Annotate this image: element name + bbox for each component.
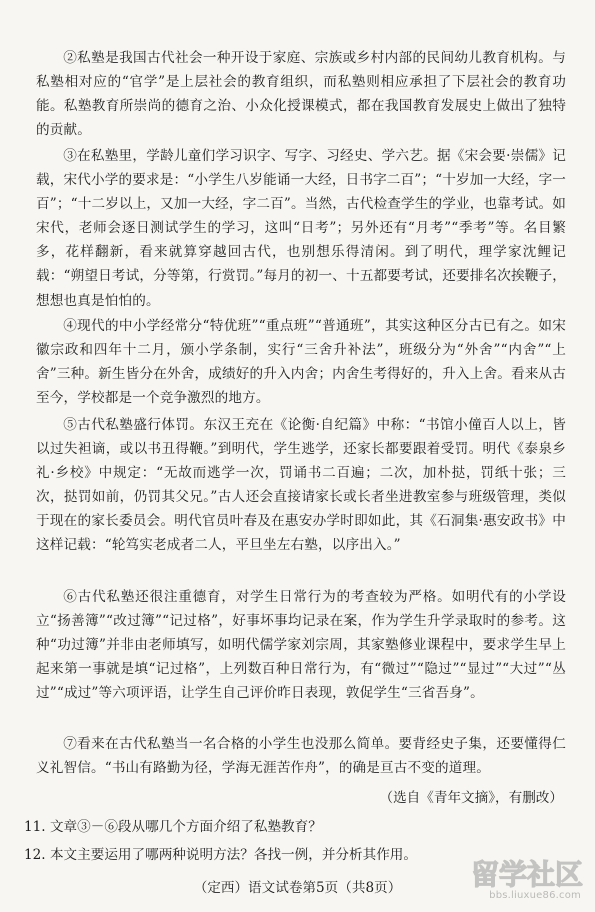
paragraph-6: ⑥古代私塾还很注重德育，对学生日常行为的考查较为严格。如明代有的小学设立“扬善簿”“改过簿”“记过格”，好事坏事均记录在案，作为学生升学录取时的参考。这种“功过簿”并非由老师填写，如明代儒学家刘宗周，其家塾修业课程中，要求学生早上起来第一事就是填“记过格”，上列数百种日常行为，有“微过”“隐过”“显过”“大过”“丛过”“成过”等六项评语，让学生自己评价昨日表现，敦促学生“三省吾身”。 <box>36 589 566 702</box>
watermark-url: bbs.liuxue86.com <box>489 890 581 901</box>
watermark-logo-text: 留学社区 <box>470 858 583 890</box>
paragraph-7: ⑦看来在古代私塾当一名合格的小学生也没那么简单。要背经史子集，还要懂得仁义礼智信。“书山有路勤为径，学海无涯苦作舟”，的确是亘古不变的道理。 <box>36 736 566 777</box>
paragraph-2: ②私塾是我国古代社会一种开设于家庭、宗族或乡村内部的民间幼儿教育机构。与私塾相对应的“官学”是上层社会的教育组织，而私塾则相应承担了下层社会的教育功能。私塾教育所崇尚的德育之治、小众化授课模式，都在我国教育发展史上做出了独特的贡献。 <box>36 50 566 139</box>
paragraph-3: ③在私塾里，学龄儿童们学习识字、写字、习经史、学六艺。据《宋会要·崇儒》记载，宋代小学的要求是：“小学生八岁能诵一大经，日书字二百”；“十岁加一大经，字一百”；“十二岁以上，又加一大经，字二百”。当然，古代检查学生的学业，也靠考试。如宋代，老师会逐日测试学生的学习，这叫“日考”；另外还有“月考”“季考”等。名目繁多，花样翻新，看来就算穿越回古代，也别想乐得清闲。到了明代，理学家沈鲤记载：“朔望日考试，分等第，行赏罚。”每月的初一、十五都要考试，还要排名次挨鞭子，想想也真是怕怕的。 <box>36 148 566 309</box>
question-11: 11. 文章③－⑥段从哪几个方面介绍了私塾教育？ <box>24 819 322 835</box>
paragraph-5: ⑤古代私塾盛行体罚。东汉王充在《论衡·自纪篇》中称：“书馆小僮百人以上，皆以过失袒谪，或以书丑得鞭。”到明代，学生逃学，还家长都要跟着受罚。明代《泰泉乡礼·乡校》中规定：“无故而逃学一次，罚诵书二百遍；二次，加朴挞，罚纸十张；三次，挞罚如前，仍罚其父兄。”古人还会直接请家长或长者坐进教室参与班级管理，类似于现在的家长委员会。明代官员叶春及在惠安办学时即如此，其《石洞集·惠安政书》中这样记载：“轮笃实老成者二人，平旦坐左右塾，以序出入。” <box>36 417 566 554</box>
article-source: （选自《青年文摘》，有删改） <box>379 790 563 806</box>
paragraph-4: ④现代的中小学经常分“特优班”“重点班”“普通班”，其实这种区分古已有之。如宋徽宗政和四年十二月，颁小学条制，实行“三舍升补法”，班级分为“外舍”“内舍”“上舍”三种。新生皆分在外舍，成绩好的升入内舍；内舍生考得好的，升入上舍。看来从古至今，学校都是一个竞争激烈的地方。 <box>36 318 566 407</box>
page-footer: （定西）语文试卷第5页（共8页） <box>193 880 402 896</box>
question-12: 12. 本文主要运用了哪两种说明方法？各找一例，并分析其作用。 <box>24 847 417 863</box>
